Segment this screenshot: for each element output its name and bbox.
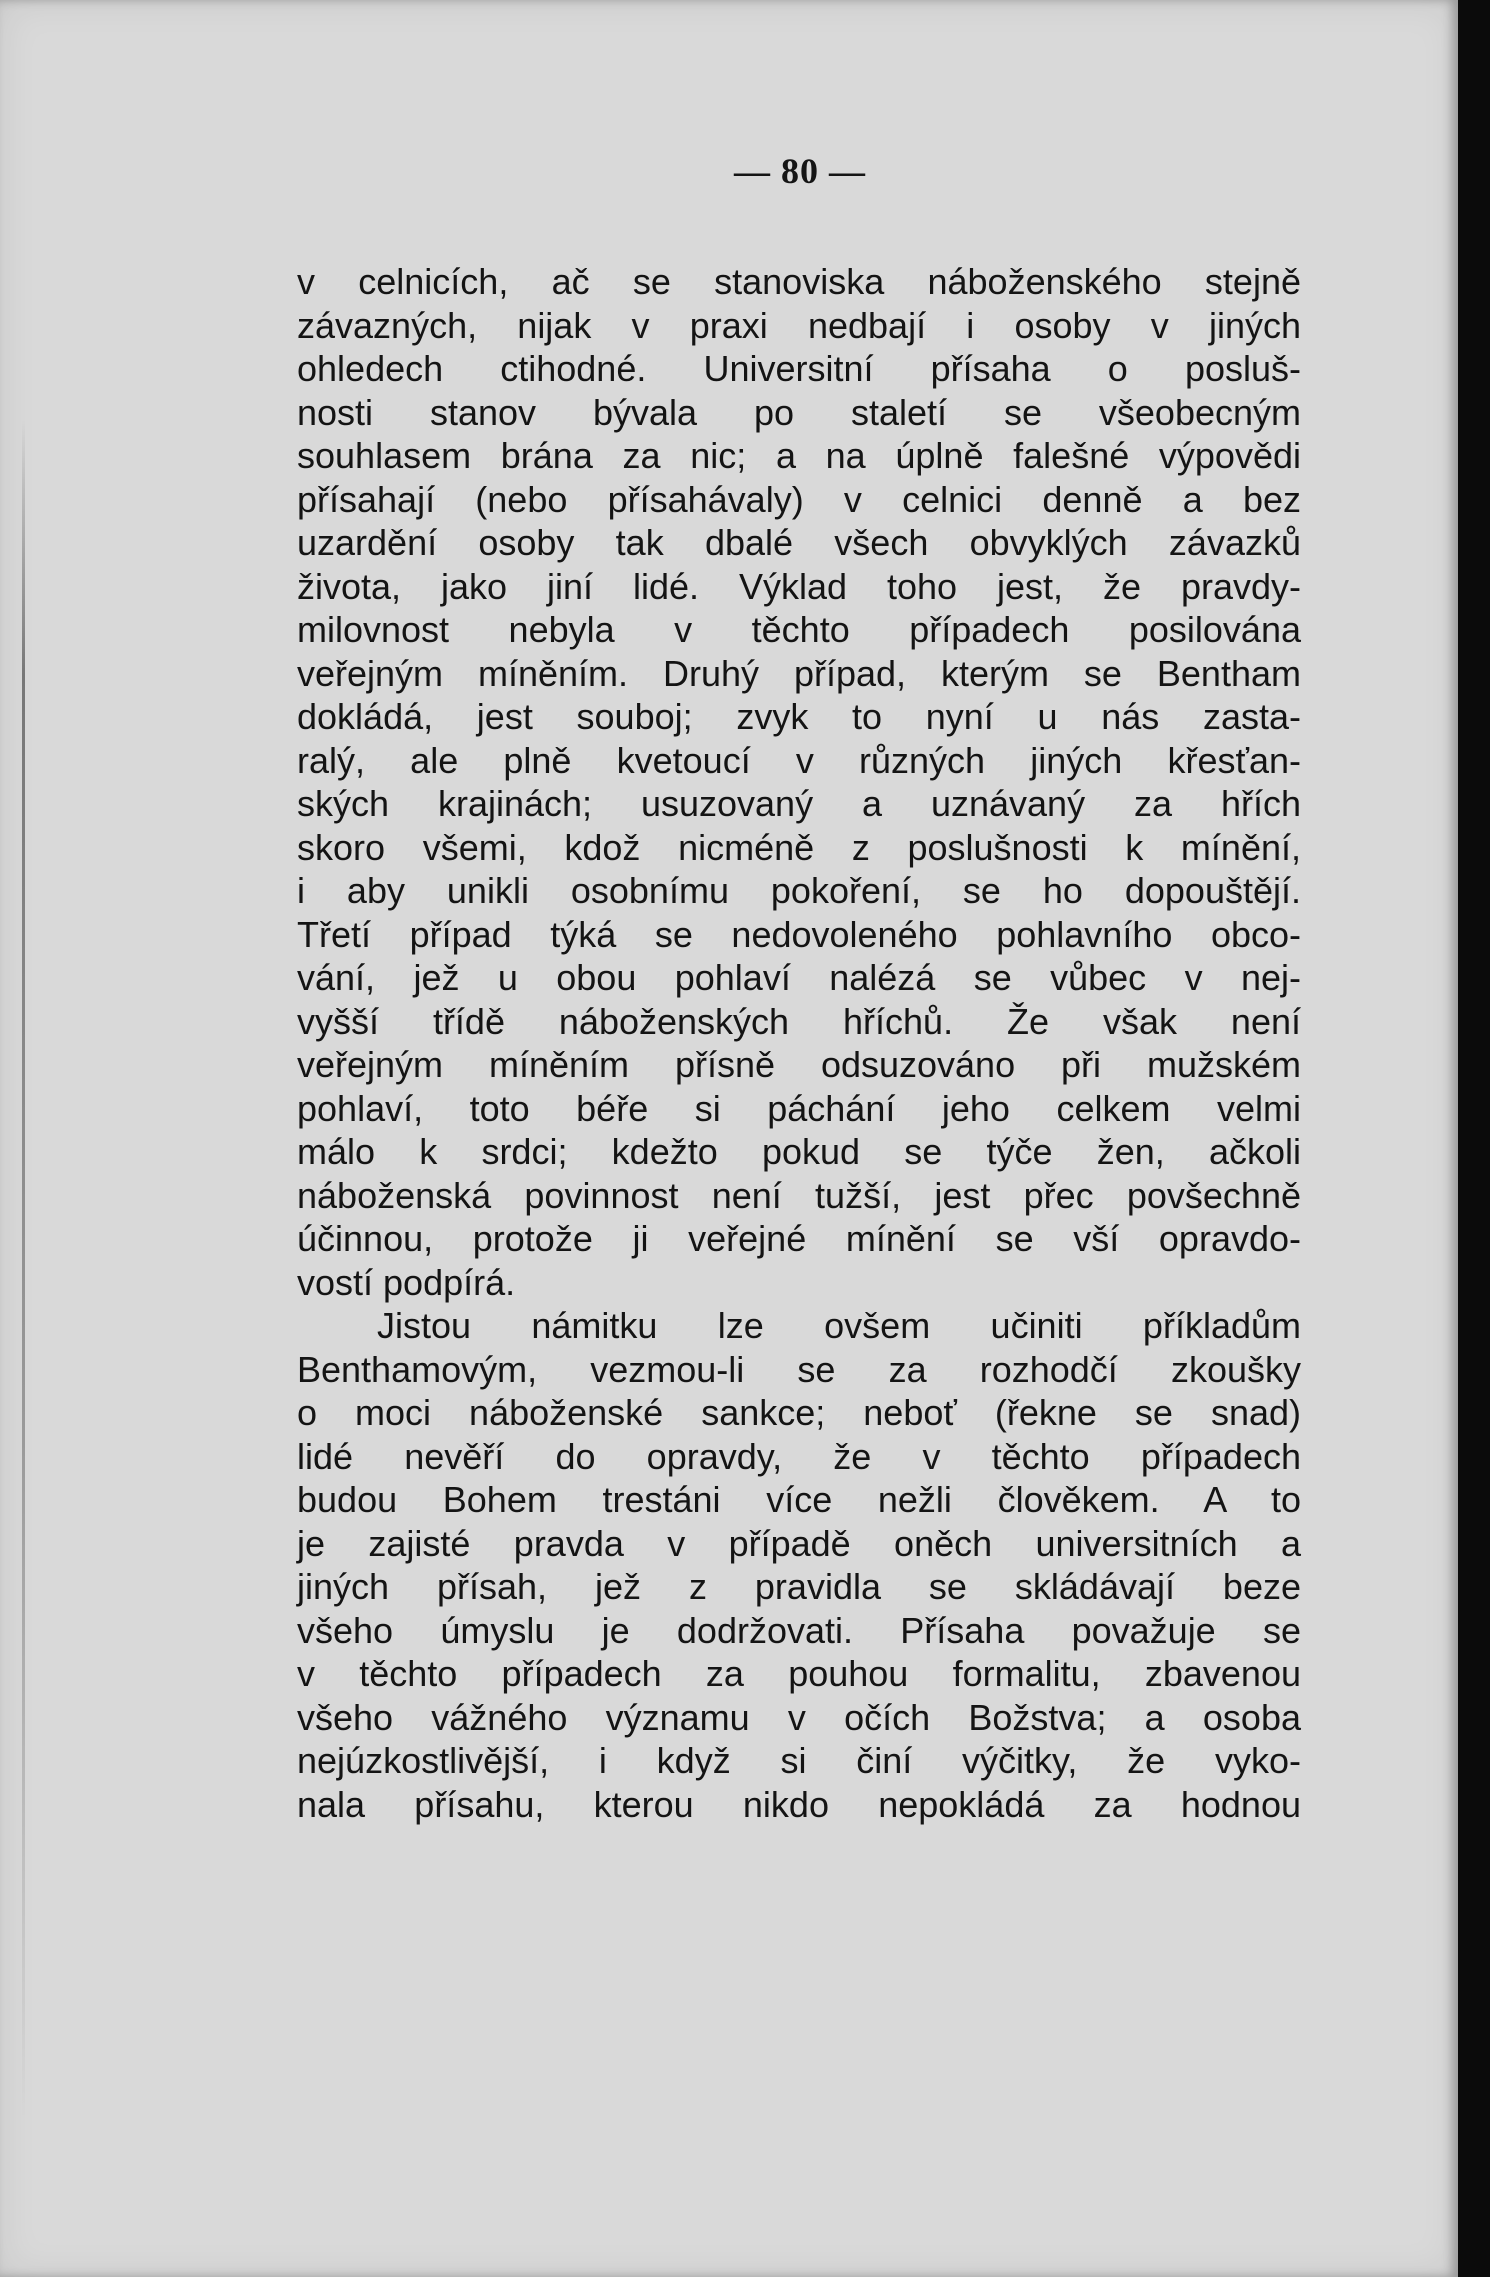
text-line: nala přísahu, kterou nikdo nepokládá za hodnou <box>297 1783 1301 1825</box>
scan-edge <box>1458 0 1490 2277</box>
text-line: pohlaví, toto béře si páchání jeho celkem velmi <box>297 1087 1301 1129</box>
text-line: Benthamovým, vezmou-li se za rozhodčí zkoušky <box>297 1348 1301 1390</box>
text-line: málo k srdci; kdežto pokud se týče žen, ačkoli <box>297 1131 1301 1172</box>
text-line: skoro všemi, kdož nicméně z poslušnosti k mínění, <box>297 826 1301 868</box>
body-text <box>297 260 1301 1826</box>
binding-shadow <box>22 420 25 2120</box>
text-line: vání, jež u obou pohlaví nalézá se vůbec v nej- <box>297 957 1301 998</box>
text-line: o moci náboženské sankce; neboť (řekne se snad) <box>297 1392 1301 1433</box>
text-line: ralý, ale plně kvetoucí v různých jiných křesťan- <box>297 739 1301 781</box>
text-line: veřejným míněním přísně odsuzováno při mužském <box>297 1044 1301 1085</box>
text-line: milovnost nebyla v těchto případech posilována <box>297 609 1301 650</box>
text-line: vostí podpírá. <box>297 1261 516 1303</box>
text-line: ohledech ctihodné. Universitní přísaha o posluš- <box>297 348 1301 389</box>
text-line: nosti stanov bývala po staletí se všeobecným <box>297 391 1301 433</box>
text-line: souhlasem brána za nic; a na úplně falešné výpovědi <box>297 435 1301 476</box>
text-line: vyšší třídě náboženských hříchů. Že však není <box>297 1000 1301 1042</box>
text-line: jiných přísah, jež z pravidla se skládávají beze <box>297 1566 1301 1607</box>
text-line: náboženská povinnost není tužší, jest přec povšechně <box>297 1174 1301 1216</box>
text-line: závazných, nijak v praxi nedbají i osoby v jiných <box>297 304 1301 346</box>
text-line: Jistou námitku lze ovšem učiniti příkladům <box>377 1305 1301 1346</box>
text-line: dokládá, jest souboj; zvyk to nyní u nás zasta- <box>297 696 1301 737</box>
text-line: v celnicích, ač se stanoviska náboženského stejně <box>297 261 1301 302</box>
text-line: účinnou, protože ji veřejné mínění se vší opravdo- <box>297 1218 1301 1259</box>
page-number: — 80 — <box>734 151 866 191</box>
text-line: uzardění osoby tak dbalé všech obvyklých závazků <box>297 522 1301 563</box>
text-line: i aby unikli osobnímu pokoření, se ho dopouštějí. <box>297 870 1301 911</box>
text-line: ských krajinách; usuzovaný a uznávaný za hřích <box>297 783 1301 824</box>
text-line: přísahají (nebo přísahávaly) v celnici denně a bez <box>297 478 1301 520</box>
text-line: života, jako jiní lidé. Výklad toho jest, že pravdy- <box>297 565 1301 607</box>
text-line: všeho vážného významu v očích Božstva; a osoba <box>297 1696 1301 1738</box>
text-line: lidé nevěří do opravdy, že v těchto případech <box>297 1435 1301 1477</box>
text-line: v těchto případech za pouhou formalitu, zbavenou <box>297 1653 1301 1694</box>
text-line: všeho úmyslu je dodržovati. Přísaha považuje se <box>297 1609 1301 1651</box>
text-line: budou Bohem trestáni více nežli člověkem. A to <box>297 1479 1301 1520</box>
text-line: nejúzkostlivější, i když si činí výčitky, že vyko- <box>297 1740 1301 1781</box>
text-line: je zajisté pravda v případě oněch universitních a <box>297 1522 1301 1564</box>
text-line: Třetí případ týká se nedovoleného pohlavního obco- <box>297 913 1301 955</box>
text-line: veřejným míněním. Druhý případ, kterým se Bentham <box>297 652 1301 694</box>
